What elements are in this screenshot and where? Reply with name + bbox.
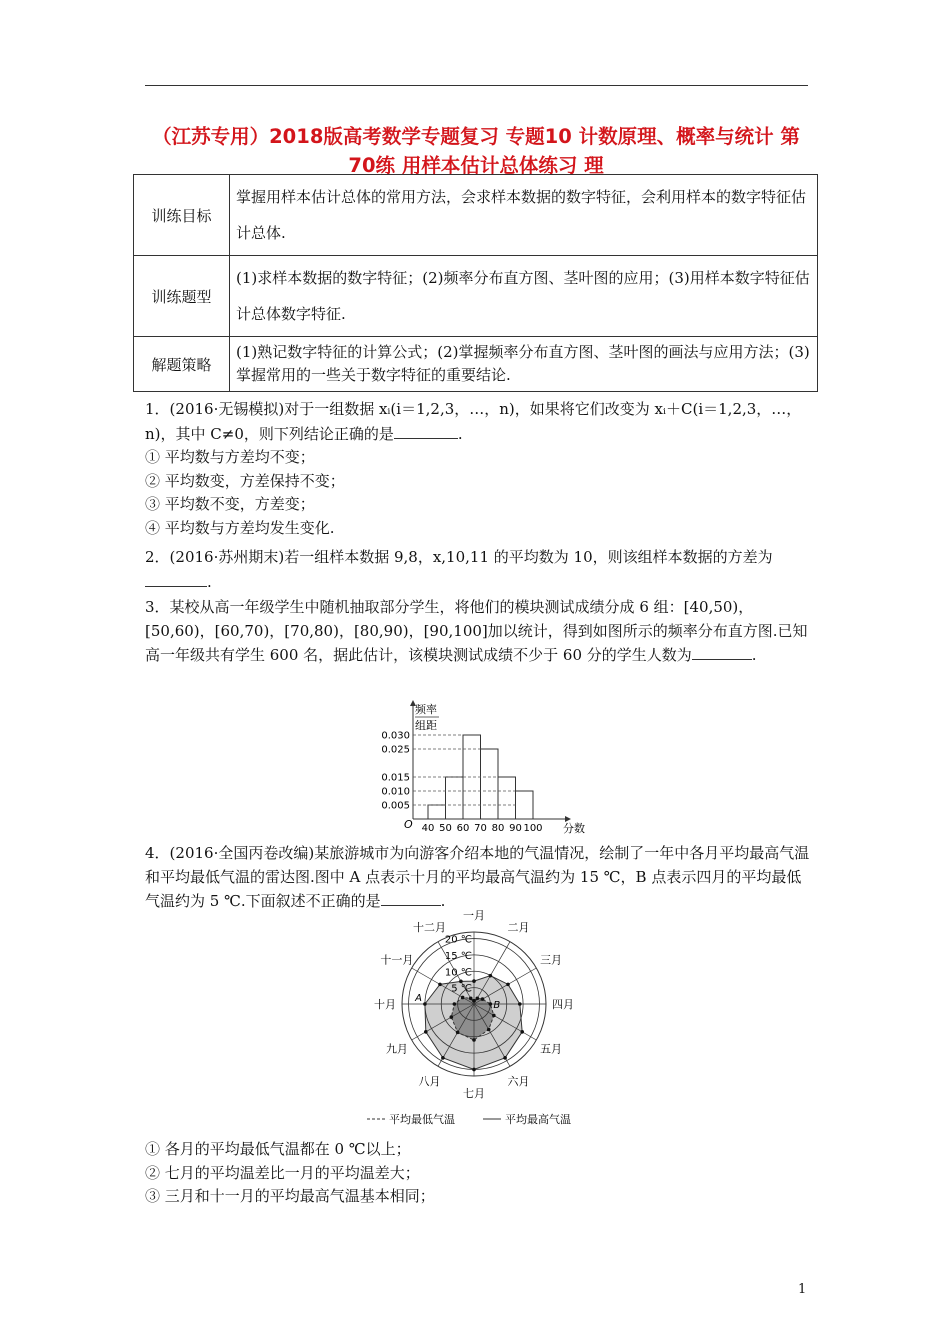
question-1: 1．(2016·无锡模拟)对于一组数据 xᵢ(i＝1,2,3，…，n)，如果将它们改变为 xᵢ＋C(i＝1,2,3，…，n)，其中 C≠0，则下列结论正确的是 . ① 平均数与方差均不变； ② 平均数变，方差保持不变； ③ 平均数不变，方差变； ④ 平均数与方差均发生变化. [145,398,810,540]
origin-label: O [404,818,413,831]
max-temp-point [520,1030,524,1034]
point-label-a: A [415,993,422,1004]
option: ② 七月的平均温差比一月的平均温差大； [145,1163,420,1182]
option: ① 平均数与方差均不变； [145,448,315,466]
x-tick-label: 100 [523,823,543,834]
legend-min-label: 平均最低气温 [389,1113,455,1126]
frequency-histogram [360,696,590,836]
question-3: 3．某校从高一年级学生中随机抽取部分学生，将他们的模块测试成绩分成 6 组：[40,50)，[50,60)，[60,70)，[70,80)，[80,90)，[90,100]加以统计，得到如图所示的频率分布直方图.已知高一年级共有学生 600 名，据此估计，该模块测试成绩不少于 60 分的学生人数为 . [145,598,808,664]
min-temp-point [472,1038,476,1042]
answer-blank [145,570,207,587]
y-tick-label: 0.025 [381,744,410,756]
min-temp-point [489,1002,493,1006]
month-label: 十二月 [413,920,446,934]
option: ③ 三月和十一月的平均最高气温基本相同； [145,1187,435,1205]
histogram-bar [428,805,446,819]
max-temp-point [489,974,493,978]
max-temp-point [503,1056,507,1060]
question-4-text: 4．(2016·全国丙卷改编)某旅游城市为向游客介绍本地的气温情况，绘制了一年中各月平均最高气温和平均最低气温的雷达图.图中 A 点表示十月的平均最高气温约为 15 ℃，B 点表示四月的平均最低气温约为 5 ℃.下面叙述不正确的是 [145,844,810,910]
month-label: 十月 [374,998,396,1011]
x-tick-label: 90 [509,823,522,834]
month-label: 九月 [385,1042,408,1056]
question-2-text: 2．(2016·苏州期末)若一组样本数据 9,8，x,10,11 的平均数为 10，则该组样本数据的方差为 [145,548,773,566]
question-4-options [145,1138,810,1209]
y-tick-label: 0.030 [381,730,410,742]
row-label: 训练目标 [134,175,230,256]
option: ① 各月的平均最低气温都在 0 ℃以上； [145,1140,411,1158]
min-temp-point [461,996,465,1000]
option: ④ 平均数与方差均发生变化. [145,518,335,537]
legend-max-label: 平均最高气温 [505,1113,571,1126]
month-label: 四月 [552,998,574,1011]
x-tick-label: 80 [491,823,505,834]
max-temp-point [438,983,442,987]
min-temp-point [469,997,473,1001]
option: ③ 平均数不变，方差变； [145,495,315,513]
table-row [134,256,818,337]
y-tick-label: 0.015 [381,772,410,784]
min-temp-point [453,1002,457,1006]
x-tick-label: 70 [474,823,487,834]
max-temp-point [441,1056,445,1060]
point-label-b: B [493,1000,501,1011]
question-3-text: 3．某校从高一年级学生中随机抽取部分学生，将他们的模块测试成绩分成 6 组：[40,50)，[50,60)，[60,70)，[70,80)，[80,90)，[90,100]加以统计，得到如图所示的频率分布直方图.已知高一年级共有学生 600 名，据此估计，该模块测试成绩不少于 60 分的学生人数为 [145,598,808,664]
answer-blank [394,422,458,439]
row-label: 训练题型 [134,256,230,337]
month-label: 十一月 [380,953,414,967]
month-label: 七月 [463,1087,485,1100]
question-2: 2．(2016·苏州期末)若一组样本数据 9,8，x,10,11 的平均数为 10，则该组样本数据的方差为. [145,548,773,591]
min-temp-point [481,997,485,1001]
ring-label: 5 ℃ [451,983,472,995]
question-4: 4．(2016·全国丙卷改编)某旅游城市为向游客介绍本地的气温情况，绘制了一年中各月平均最高气温和平均最低气温的雷达图.图中 A 点表示十月的平均最高气温约为 15 ℃，B 点表示四月的平均最低气温约为 5 ℃.下面叙述不正确的是 . [145,844,810,910]
ring-label: 10 ℃ [444,967,472,979]
max-temp-point [518,1002,522,1006]
min-temp-point [487,1028,491,1032]
page-number: 1 [798,1282,807,1297]
y-tick-label: 0.005 [381,800,410,812]
min-temp-point [472,999,476,1003]
temperature-radar-chart [355,909,595,1132]
max-temp-point [423,1002,427,1006]
x-tick-label: 60 [456,823,470,834]
month-label: 六月 [507,1075,530,1089]
y-tick-label: 0.010 [381,786,410,798]
max-temp-point [459,980,463,984]
month-label: 三月 [540,953,563,967]
min-temp-point [492,1014,496,1018]
max-temp-point [472,1068,476,1072]
row-label: 解题策略 [134,337,230,392]
month-label: 一月 [463,909,485,922]
table-row [134,175,818,256]
month-label: 二月 [507,920,530,934]
min-temp-point [456,1031,460,1035]
y-axis-label-bottom: 组距 [415,719,437,732]
table-row [134,337,818,392]
answer-blank [692,643,752,660]
row-value: (1)熟记数字特征的计算公式；(2)掌握频率分布直方图、茎叶图的画法与应用方法；(3)掌握常用的一些关于数字特征的重要结论. [230,337,818,392]
info-table [133,174,818,392]
histogram-bar [446,777,464,819]
document-title: （江苏专用）2018版高考数学专题复习 专题10 计数原理、概率与统计 第70练 用样本估计总体练习 理 [152,125,800,177]
histogram-bar [481,749,499,819]
x-axis-label: 分数 [563,822,585,835]
ring-label: 15 ℃ [444,950,472,962]
x-tick-label: 40 [421,823,435,834]
answer-blank [381,889,441,906]
min-temp-point [450,1015,454,1019]
x-tick-label: 50 [439,823,452,834]
question-1-text: 1．(2016·无锡模拟)对于一组数据 xᵢ(i＝1,2,3，…，n)，如果将它们改变为 xᵢ＋C(i＝1,2,3，…，n)，其中 C≠0，则下列结论正确的是 [145,400,802,443]
histogram-bar [516,791,534,819]
row-value: (1)求样本数据的数字特征；(2)频率分布直方图、茎叶图的应用；(3)用样本数字特征估计总体数字特征. [230,256,818,337]
month-label: 五月 [540,1042,563,1056]
row-value: 掌握用样本估计总体的常用方法，会求样本数据的数字特征，会利用样本的数字特征估计总体. [230,175,818,256]
ring-label: 20 ℃ [444,934,472,946]
top-rule [145,85,808,86]
max-temp-point [506,983,510,987]
histogram-bar [498,777,516,819]
month-label: 八月 [418,1075,441,1089]
y-axis-label-top: 频率 [415,703,437,716]
max-temp-point [424,1030,428,1034]
min-temp-point [475,997,479,1001]
max-temp-point [472,979,476,983]
option: ② 平均数变，方差保持不变； [145,471,345,490]
